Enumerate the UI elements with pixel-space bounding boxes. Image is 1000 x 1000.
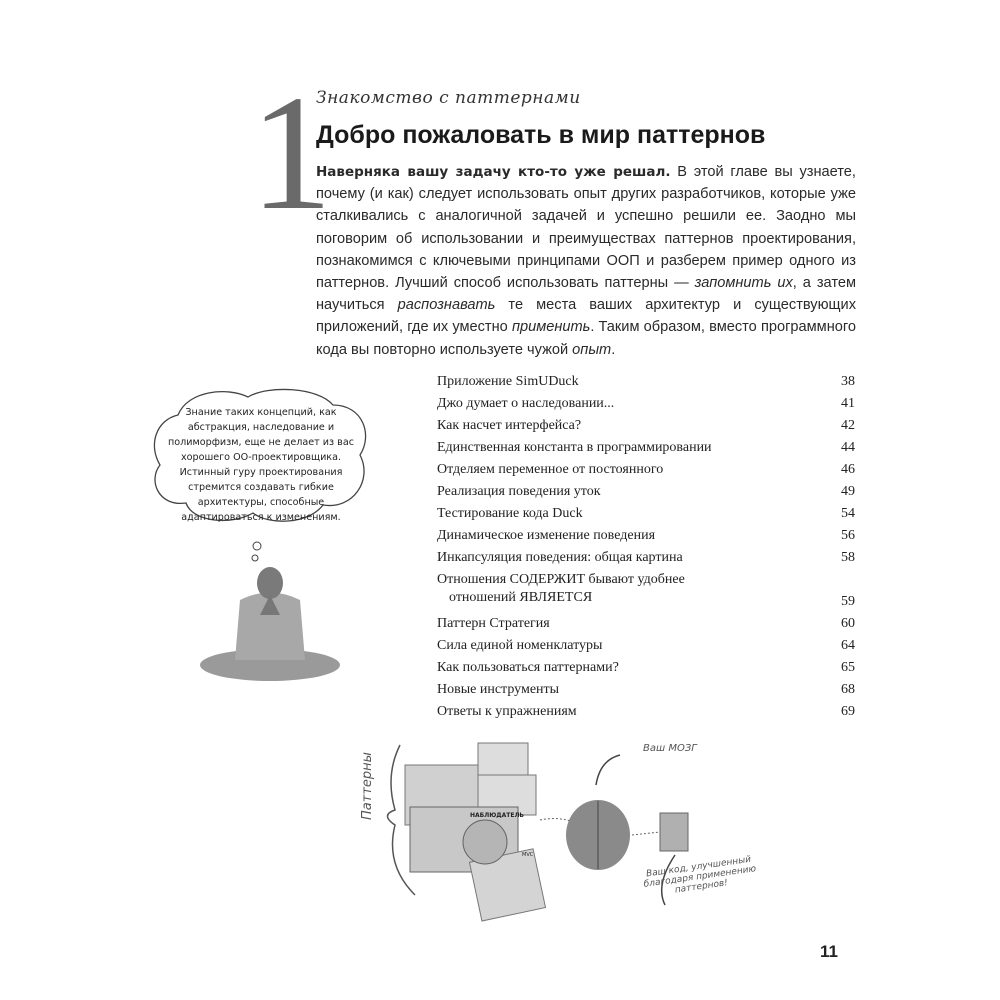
toc-label-line: отношений ЯВЛЯЕТСЯ	[449, 590, 593, 605]
intro-emphasis: распознавать	[397, 297, 496, 314]
observer-label: НАБЛЮДАТЕЛЬ	[470, 812, 524, 819]
toc-entry	[437, 395, 855, 417]
intro-emphasis: запомнить их	[694, 275, 793, 292]
toc-entry-label	[437, 461, 663, 483]
toc-entry	[437, 373, 855, 395]
toc-label-line: Ответы к упражнениям	[437, 704, 577, 719]
toc-entry	[437, 637, 855, 659]
toc-label-line: Отношения СОДЕРЖИТ бывают удобнее	[437, 572, 685, 587]
toc-entry-page: 59	[841, 594, 855, 609]
mvc-label: MVC	[522, 852, 534, 858]
toc-label-line: Тестирование кода Duck	[437, 506, 583, 521]
toc-entry-page: 65	[841, 660, 855, 675]
intro-emphasis: применить	[511, 319, 591, 336]
intro-text: те места ваших архитектур и существующих приложений, где их уместно	[316, 297, 857, 336]
toc-entry-page: 68	[841, 682, 855, 697]
toc-entry-page: 38	[841, 374, 855, 389]
toc-entry-page: 46	[841, 462, 855, 477]
intro-lead: Наверняка вашу задачу кто-то уже решал.	[316, 164, 671, 180]
toc-label-line: Отделяем переменное от постоянного	[437, 462, 664, 477]
toc-entry-label	[437, 417, 581, 439]
bubble-text: Знание таких концепций, как абстракция, наследование и полиморфизм, еще не делает из вас хорошего ОО-проектировщика. Истинный гуру проектирования стремится создавать гибкие архитектуры, способные адаптироваться к изменениям.	[168, 407, 354, 523]
toc-entry-page: 42	[841, 418, 855, 433]
toc-entry-label	[437, 681, 559, 703]
toc-entry	[437, 461, 855, 483]
toc-label-line: Реализация поведения уток	[437, 484, 601, 499]
toc-label-line: Паттерн Стратегия	[437, 616, 550, 631]
toc-entry-label	[437, 637, 602, 659]
toc-entry-label	[437, 549, 683, 571]
table-of-contents	[437, 373, 855, 725]
toc-label-line: Инкапсуляция поведения: общая картина	[437, 550, 683, 565]
toc-entry	[437, 549, 855, 571]
toc-entry	[437, 703, 855, 725]
toc-label-line: Как пользоваться паттернами?	[437, 660, 619, 675]
toc-label-line: Единственная константа в программировании	[437, 440, 712, 455]
intro-text: . Таким образом, вместо программного кода вы повторно используете чужой	[316, 319, 856, 358]
toc-entry	[437, 439, 855, 461]
toc-entry-page: 58	[841, 550, 855, 565]
toc-entry-label	[437, 571, 685, 615]
page-number: 11	[820, 942, 838, 961]
toc-entry	[437, 527, 855, 549]
intro-text: , а затем научиться	[316, 275, 857, 314]
patterns-label: Паттерны	[360, 752, 375, 820]
toc-label-line: Приложение SimUDuck	[437, 374, 579, 389]
intro-paragraph	[316, 161, 856, 361]
toc-entry-page: 56	[841, 528, 855, 543]
toc-label-line: Динамическое изменение поведения	[437, 528, 656, 543]
intro-emphasis: опыт	[572, 341, 612, 358]
toc-entry	[437, 417, 855, 439]
diagram-graphics	[360, 735, 780, 925]
toc-entry	[437, 483, 855, 505]
toc-label-line: Новые инструменты	[437, 682, 560, 697]
meditating-person-image	[195, 555, 345, 685]
toc-label-line: Как насчет интерфейса?	[437, 418, 582, 433]
toc-label-line: Джо думает о наследовании...	[437, 396, 615, 411]
toc-entry	[437, 505, 855, 527]
toc-entry-page: 69	[841, 704, 855, 719]
toc-entry-label	[437, 395, 614, 417]
toc-entry	[437, 571, 855, 615]
toc-entry-page: 49	[841, 484, 855, 499]
toc-entry-page: 60	[841, 616, 855, 631]
toc-entry-page: 64	[841, 638, 855, 653]
code-label: Ваш код, улучшенный благодаря применению паттернов!	[643, 854, 757, 896]
toc-entry-label	[437, 703, 577, 725]
toc-entry-label	[437, 505, 583, 527]
toc-entry-page: 54	[841, 506, 855, 521]
toc-label-line: Сила единой номенклатуры	[437, 638, 603, 653]
toc-entry-label	[437, 615, 550, 637]
toc-entry-label	[437, 483, 601, 505]
brain-label: Ваш МОЗГ	[643, 743, 697, 754]
chapter-number: 1	[250, 61, 333, 244]
toc-entry-label	[437, 439, 712, 461]
toc-entry-label	[437, 373, 579, 395]
chapter-title: Добро пожаловать в мир паттернов	[316, 121, 766, 149]
intro-text: В этой главе вы узнаете, почему (и как) следует использовать опыт других разработчиков, которые уже сталкивались с аналогичной задачей и успешно решили ее. Заодно мы поговорим об использовании и преимуществах паттернов проектирования, познакомимся с ключевыми принципами ООП и разберем пример одного из паттернов. Лучший способ использовать паттерны —	[316, 164, 856, 292]
toc-entry	[437, 615, 855, 637]
intro-text: .	[611, 341, 616, 358]
toc-entry-label	[437, 659, 619, 681]
toc-entry-page: 41	[841, 396, 855, 411]
toc-entry-label	[437, 527, 655, 549]
toc-entry-page: 44	[841, 440, 855, 455]
toc-entry	[437, 659, 855, 681]
toc-entry	[437, 681, 855, 703]
chapter-subtitle: Знакомство с паттернами	[316, 88, 581, 108]
